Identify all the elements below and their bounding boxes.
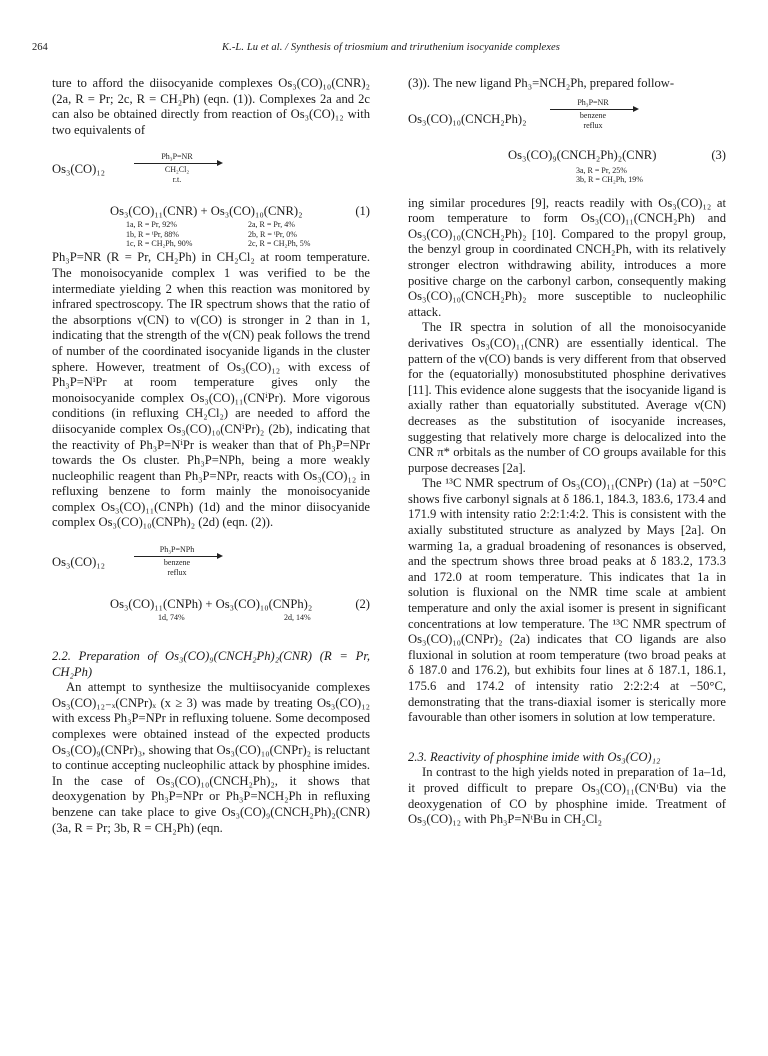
eqn2-below-arrow-2: reflux	[167, 568, 187, 578]
eqn1-label: 1b, R = ⁱPr, 88%	[126, 229, 179, 239]
eqn3-reactant: Os₃(CO)₁₀(CNCH₂Ph)₂	[408, 111, 527, 126]
reaction-arrow-icon	[134, 556, 220, 557]
eqn3-product: Os₃(CO)₉(CNCH₂Ph)₂(CNR)	[508, 147, 657, 162]
eqn1-number: (1)	[355, 204, 370, 219]
spacer	[408, 726, 726, 750]
eqn1-labels-left	[126, 220, 192, 249]
spacer	[52, 635, 370, 649]
eqn2-arrow	[132, 545, 222, 579]
section-heading-2-3: 2.3. Reactivity of phosphine imide with Os₃(CO)₁₂	[408, 749, 661, 764]
eqn3-number: (3)	[711, 147, 726, 162]
left-para-1: ture to afford the diisocyanide complexes Os₃(CO)₁₀(CNR)₂ (2a, R = Pr; 2c, R = CH₂Ph) (eqn. (1)). Complexes 2a and 2c can also be obtained directly from reaction of Os₃(CO)₁₂ with two equivalents of	[52, 76, 370, 137]
left-para-2: Ph₃P=NR (R = Pr, CH₂Ph) in CH₂Cl₂ at room temperature. The monoisocyanide complex 1 was verified to be the intermediate yielding 2 when this reaction was monitored by infrared spectroscopy. The IR spectrum shows that the ratio of the absorptions ν(CN) to ν(CO) is stronger in 2 than in 1, indicating that the strength of the ν(CN) peak follows the trend of number of the coordinated isocyanide ligands in the cluster sphere. However, treatment of Os₃(CO)₁₂ with excess of Ph₃P=NⁱPr at room temperature gives only the monoisocyanide complex Os₃(CO)₁₁(CNⁱPr). More vigorous conditions (in refluxing CH₂Cl₂) are needed to afford the diisocyanide complex Os₃(CO)₁₀(CNⁱPr)₂ (2b), indicating that the reactivity of Ph₃P=NⁱPr is weaker than that of Ph₃P=NPr towards the Os cluster. Ph₃P=NPh, being a more weakly nucleophilic reagent than Ph₃P=NPr, reacts with Os₃(CO)₁₂ in refluxing benzene to form mainly the monoisocyanide complex Os₃(CO)₁₁(CNPh) (1d) and the minor diisocyanide complex Os₃(CO)₁₀(CNPh)₂ (2d) (eqn. (2)).	[52, 250, 370, 530]
eqn2-label-left: 1d, 74%	[158, 613, 185, 623]
reaction-arrow-icon	[134, 163, 220, 164]
equation-2-scheme	[52, 531, 370, 591]
eqn2-number: (2)	[355, 597, 370, 612]
eqn3-below-arrow-2: reflux	[583, 120, 603, 130]
eqn2-above-arrow: Ph₃P=NPh	[159, 545, 195, 555]
equation-2-products	[52, 591, 370, 635]
right-para-2: ing similar procedures [9], reacts readily with Os₃(CO)₁₂ at room temperature to form Os₃(CO)₁₁(CNCH₂Ph) and Os₃(CO)₁₀(CNCH₂Ph)₂ [10]. Compared to the propyl group, the benzyl group in coordinated CNCH₂Ph, with its relatively stronger electron withdrawing ability, introduces a more positive charge on the carbonyl carbon, consequently making Os₃(CO)₁₀(CNCH₂Ph)₂ more susceptible to nucleophilic attack.	[408, 195, 726, 319]
right-para-4: The ¹³C NMR spectrum of Os₃(CO)₁₁(CNPr) (1a) at −50°C shows five carbonyl signals at δ 186.1, 184.3, 183.6, 173.4 and 171.9 with intensity ratio 2:2:1:4:2. This is consistent with the axially substituted structure as analyzed by Mays [2a]. On warming 1a, a gradual broadening of resonances is observed, and the spectrum shows three broad peaks at δ 183.2, 173.3 and 172.0 at room temperature. This indicates that 1a in solution is fluxional on the NMR time scale at ambient temperature and only the axial isomer is present in significant concentrations at low temperature. The ¹³C NMR spectrum of Os₃(CO)₁₀(CNPr)₂ (2a) indicates that CO ligands are also fluxional in solution at room temperature (two broad peaks at δ 187.0 and 176.2), but exhibits four lines at δ 187.1, 186.1, 175.6 and 174.2 of intensity ratio 2:2:2:4 at −50°C, demonstrating that the trans-diaxial isomer is sterically more favourable than other isomers in solution at low temperature.	[408, 476, 726, 725]
eqn3-labels	[576, 166, 643, 185]
eqn1-labels-right	[248, 220, 310, 249]
eqn2-reactant: Os₃(CO)₁₂	[52, 555, 106, 570]
running-title: K.-L. Lu et al. / Synthesis of triosmium and triruthenium isocyanide complexes	[222, 42, 560, 53]
eqn3-above-arrow: Ph₃P=NR	[577, 97, 609, 107]
right-column	[408, 76, 726, 828]
eqn1-above-arrow: Ph₃P=NR	[161, 152, 193, 162]
eqn1-label: 2a, R = Pr, 4%	[248, 220, 295, 230]
eqn1-label: 2b, R = ⁱPr, 0%	[248, 229, 297, 239]
eqn1-products: Os₃(CO)₁₁(CNR) + Os₃(CO)₁₀(CNR)₂	[110, 204, 303, 219]
equation-3-products	[408, 140, 726, 196]
left-para-3: An attempt to synthesize the multiisocyanide complexes Os₃(CO)₁₂₋ₓ(CNPr)ₓ (x ≥ 3) was made by treating Os₃(CO)₁₂ with excess Ph₃P=NPr in refluxing toluene. Some decomposed complexes were obtained instead of the expected products Os₃(CO)₉(CNPr)₃, showing that Os₃(CO)₁₀(CNPr)₂ is reluctant to continue accepting nucleophilic attack by phosphine imides. In the case of Os₃(CO)₁₀(CNCH₂Ph)₂, it shows that deoxygenation by Ph₃P=NPr or Ph₃P=NCH₂Ph in refluxing benzene can take place to give Os₃(CO)₉(CNCH₂Ph)₂(CNR) (3a, R = Pr; 3b, R = CH₂Ph) (eqn.	[52, 680, 370, 835]
equation-1-scheme	[52, 138, 370, 198]
eqn3-below-arrow-1: benzene	[579, 110, 607, 120]
reaction-arrow-icon	[550, 109, 636, 110]
eqn2-label-right: 2d, 14%	[284, 613, 311, 623]
eqn3-label: 3b, R = CH₂Ph, 19%	[576, 175, 643, 185]
eqn3-label: 3a, R = Pr, 25%	[576, 165, 627, 175]
eqn3-arrow	[548, 98, 638, 132]
right-para-5: In contrast to the high yields noted in preparation of 1a–1d, it proved difficult to prepare Os₃(CO)₁₁(CNᵗBu) via the deoxygenation of CO by phosphine imide. Treatment of Os₃(CO)₁₂ with Ph₃P=NᵗBu in CH₂Cl₂	[408, 765, 726, 827]
eqn1-reactant: Os₃(CO)₁₂	[52, 162, 106, 177]
eqn1-below-arrow-2: r.t.	[172, 175, 182, 185]
running-head	[32, 42, 732, 58]
right-para-1: (3)). The new ligand Ph₃=NCH₂Ph, prepared follow-	[408, 76, 675, 90]
section-heading-2-2: 2.2. Preparation of Os₃(CO)₉(CNCH₂Ph)₂(CNR) (R = Pr, CH₂Ph)	[52, 649, 370, 679]
eqn2-below-arrow-1: benzene	[163, 558, 191, 568]
equation-1-products	[52, 198, 370, 250]
left-column	[52, 76, 370, 836]
right-para-3: The IR spectra in solution of all the monoisocyanide derivatives Os₃(CO)₁₁(CNR) are essentially identical. The pattern of the ν(CO) bands is very different from that observed for the (equatorially) monosubstituted phosphine derivatives [11]. This evidence alone suggests that the isocyanide ligand is axially rather than equatorially substituted. Average ν(CN) decreases as the substitution of isocyanide increases, suggesting that relatively more charge is delocalized into the CNR π* orbitals as the number of CO groups available for this purpose decreases [2a].	[408, 320, 726, 475]
eqn1-below-arrow-1: CH₂Cl₂	[164, 165, 190, 175]
eqn2-products: Os₃(CO)₁₁(CNPh) + Os₃(CO)₁₀(CNPh)₂	[110, 597, 313, 612]
eqn1-label: 1a, R = Pr, 92%	[126, 220, 177, 230]
eqn1-label: 1c, R = CH₂Ph, 90%	[126, 239, 193, 249]
equation-3-scheme	[408, 92, 726, 140]
page-number: 264	[32, 42, 48, 53]
eqn1-arrow	[132, 152, 222, 186]
eqn1-label: 2c, R = CH₂Ph, 5%	[248, 239, 311, 249]
